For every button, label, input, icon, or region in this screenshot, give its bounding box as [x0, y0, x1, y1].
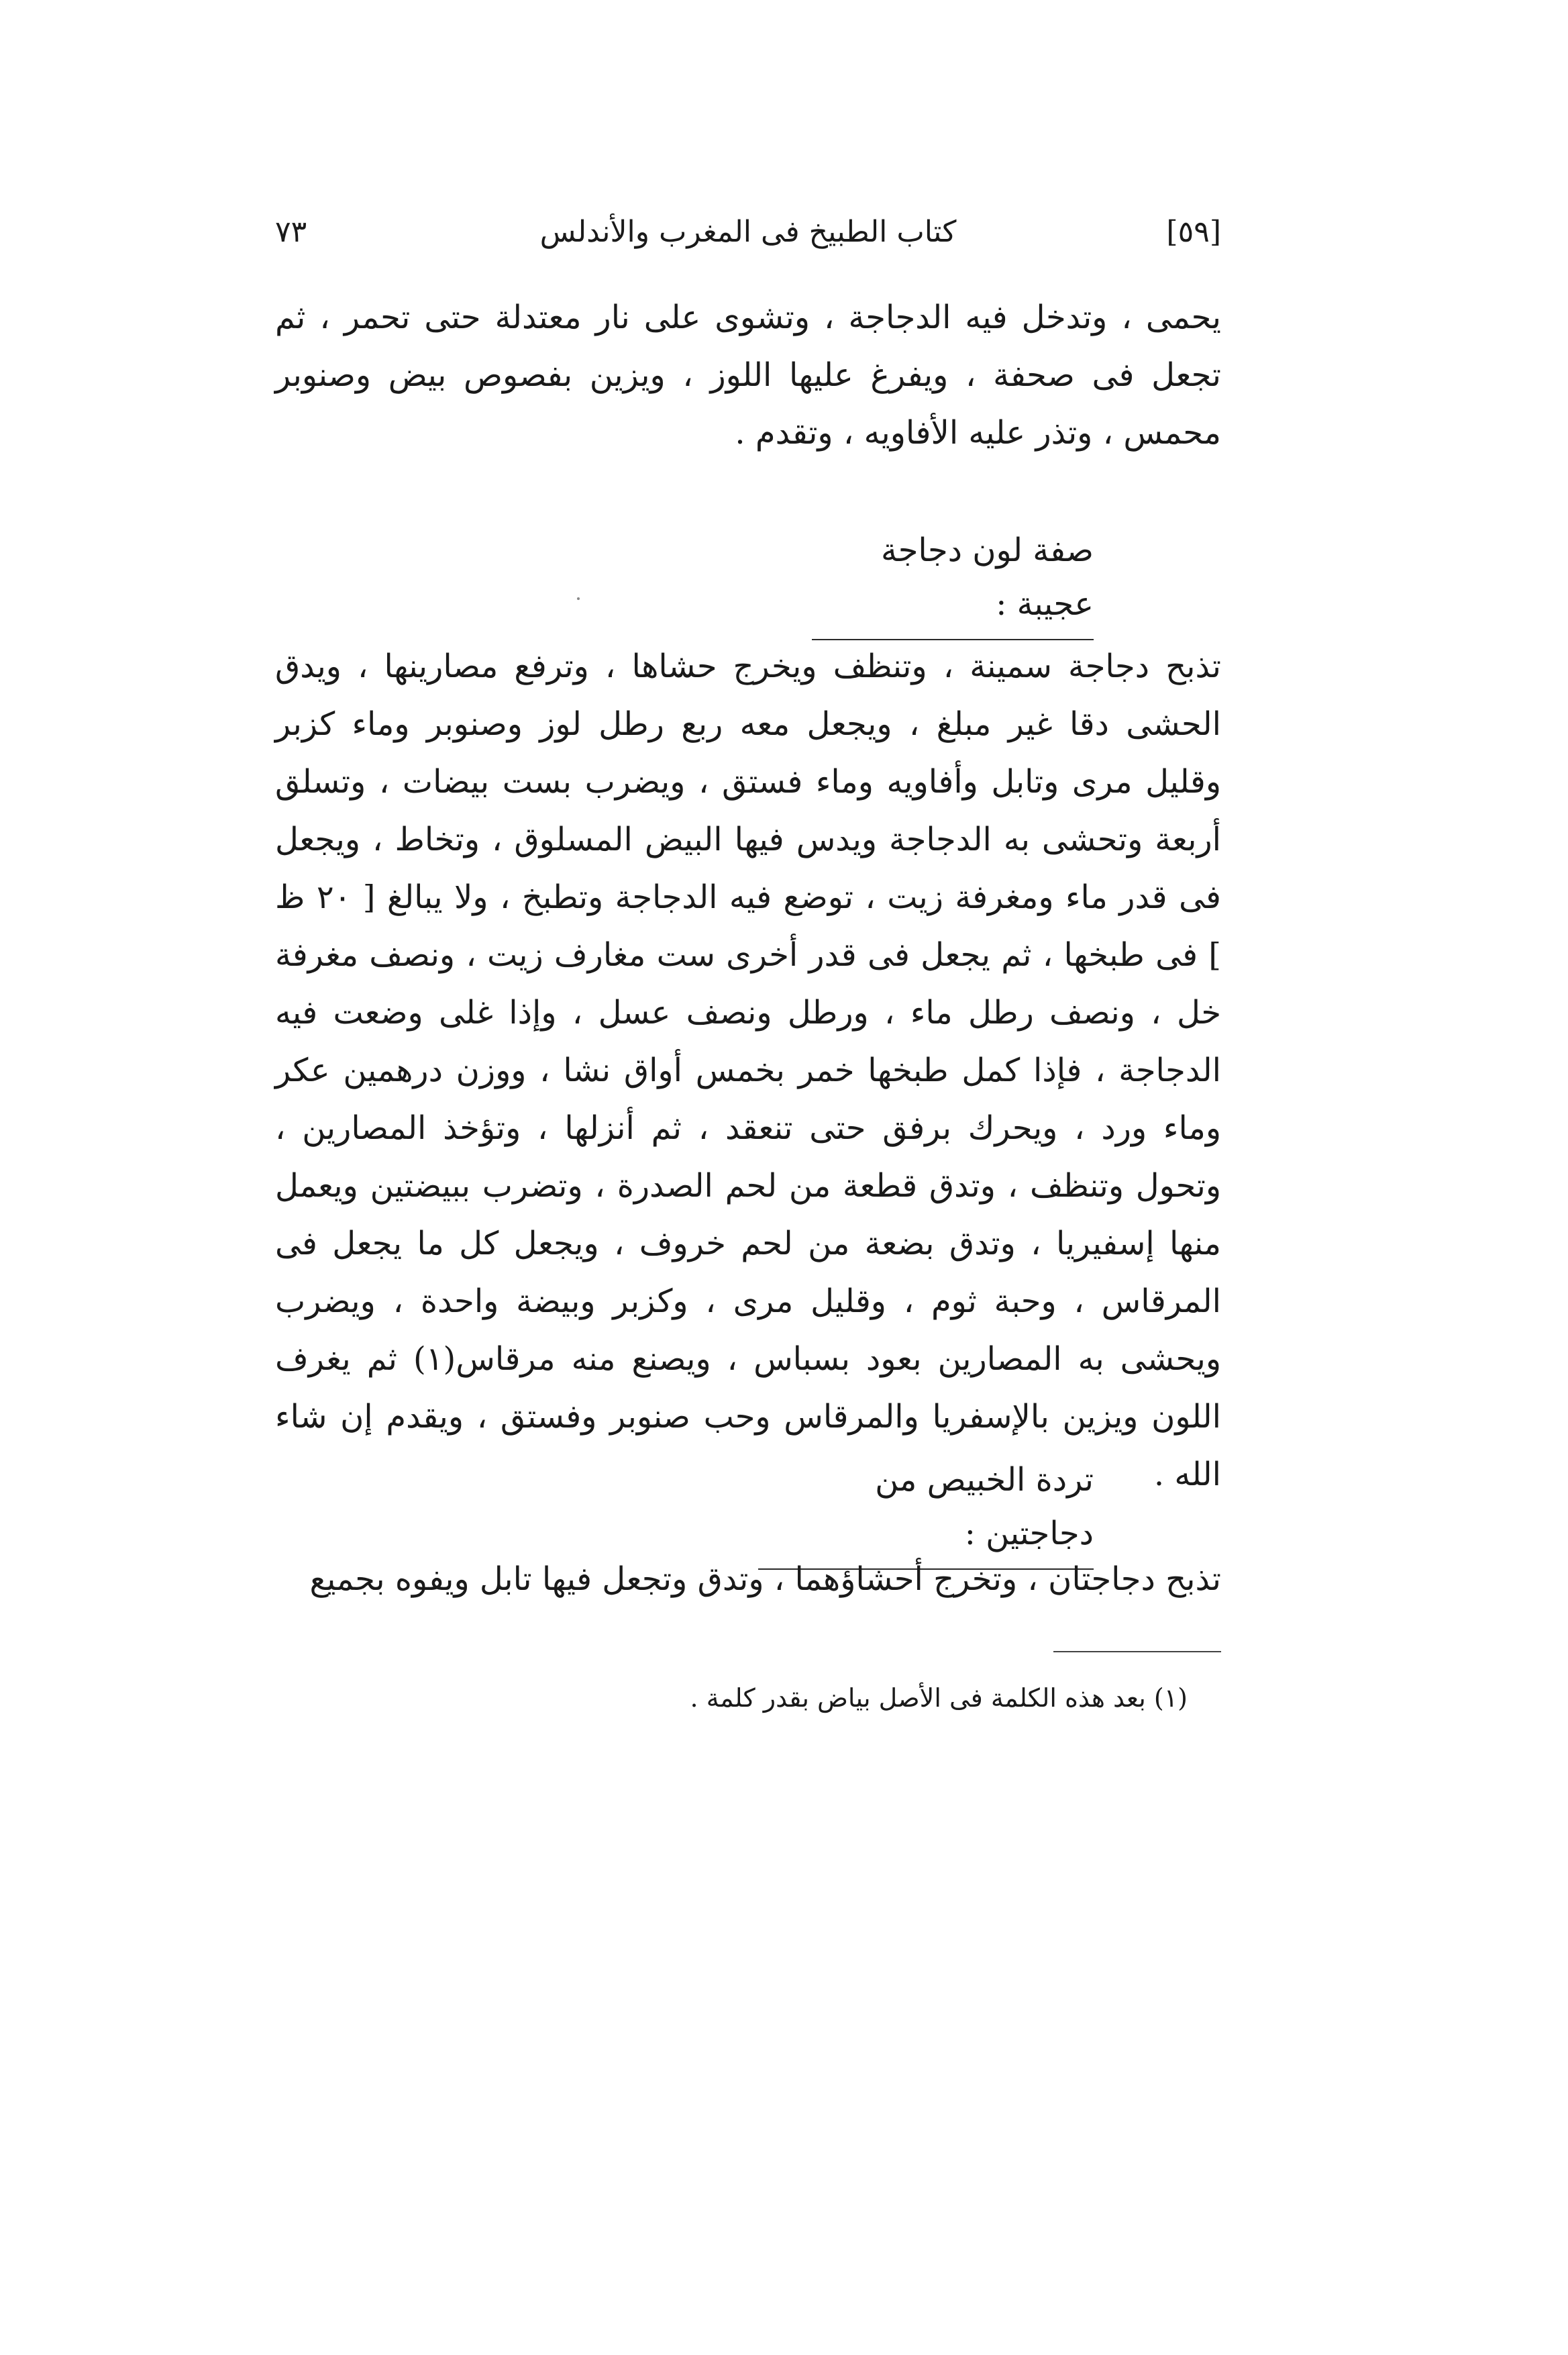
- section-heading-2: تردة الخبيص من دجاجتين :: [758, 1453, 1094, 1570]
- running-title: كتاب الطبيخ فى المغرب والأندلس: [539, 215, 957, 249]
- intro-paragraph: يحمى ، وتدخل فيه الدجاجة ، وتشوى على نار معتدلة حتى تحمر ، ثم تجعل فى صحفة ، ويفرغ عليها اللوز ، ويزين بفصوص بيض وصنوبر محمس ، وتذر عليه الأفاويه ، وتقدم .: [275, 299, 1221, 452]
- section-1-body: تذبح دجاجة سمينة ، وتنظف ويخرج حشاها ، وترفع مصارينها ، ويدق الحشى دقا غير مبلغ ، ويجعل معه ربع رطل لوز وصنوبر وماء كزبر وقليل مرى وتابل وأفاويه وماء فستق ، ويضرب بست بيضات ، وتسلق أربعة وتحشى به الدجاجة ويدس فيها البيض المسلوق ، وتخاط ، ويجعل فى قدر ماء ومغرفة زيت ، توضع فيه الدجاجة وتطبخ ، ولا يبالغ [ ٢٠ ظ ] فى طبخها ، ثم يجعل فى قدر أخرى ست مغارف زيت ، ونصف مغرفة خل ، ونصف رطل ماء ، ورطل ونصف عسل ، وإذا غلى وضعت فيه الدجاجة ، فإذا كمل طبخها خمر بخمس أواق نشا ، ووزن درهمين عكر وماء ورد ، ويحرك برفق حتى تنعقد ، ثم أنزلها ، وتؤخذ المصارين ، وتحول وتنظف ، وتدق قطعة من لحم الصدرة ، وتضرب ببيضتين ويعمل منها إسفيريا ، وتدق بضعة من لحم خروف ، ويجعل كل ما يجعل فى المرقاس ، وحبة ثوم ، وقليل مرى ، وكزبر وبيضة واحدة ، ويضرب ويحشى به المصارين بعود بسباس ، ويصنع منه مرقاس(١) ثم يغرف اللون ويزين بالإسفريا والمرقاس وحب صنوبر وفستق ، ويقدم إن شاء الله .: [275, 648, 1221, 1493]
- footnote: (١) بعد هذه الكلمة فى الأصل بياض بقدر كلمة .: [690, 1683, 1188, 1713]
- section-1-body-block: [275, 638, 1221, 1503]
- footnote-divider: [1053, 1651, 1221, 1652]
- page-number: ٧٣: [275, 215, 307, 249]
- section-2-body-block: [275, 1550, 1221, 1608]
- section-heading-1: صفة لون دجاجة عجيبة :: [812, 523, 1094, 640]
- ink-speck: [577, 597, 580, 600]
- page-header: [275, 215, 1221, 275]
- section-2-body: تذبح دجاجتان ، وتخرج أحشاؤهما ، وتدق وتجعل فيها تابل ويفوه بجميع: [309, 1560, 1221, 1598]
- intro-paragraph-block: [275, 289, 1221, 462]
- folio-number: [٥٩]: [1166, 215, 1221, 249]
